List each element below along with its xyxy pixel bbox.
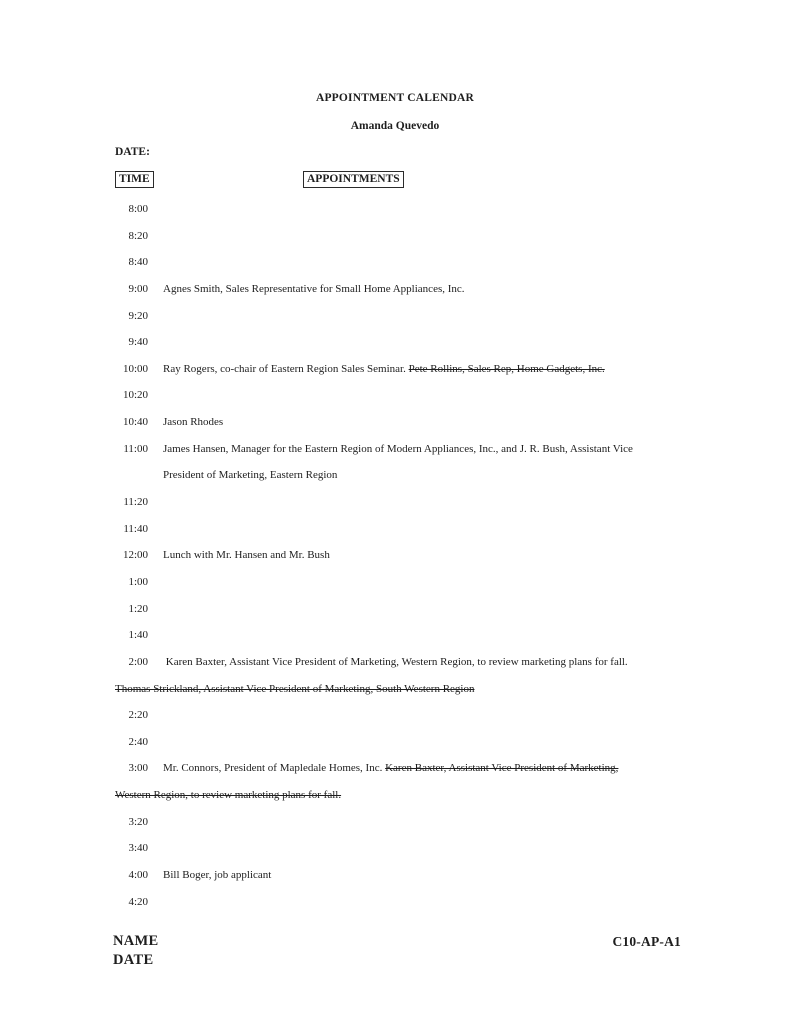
appointment-text: Karen Baxter, Assistant Vice President of Marketing, Western Region, to review marketing plans for fall.	[163, 655, 628, 668]
appointment-entry	[148, 862, 271, 889]
time-label: 1:40	[128, 629, 148, 642]
appointment-text: Ray Rogers, co-chair of Eastern Region Sales Seminar.	[163, 362, 409, 375]
appointment-entry	[148, 729, 163, 756]
time-label: 2:20	[128, 709, 148, 722]
appointment-entry	[148, 889, 163, 916]
appointment-entry	[148, 329, 163, 356]
appointment-entry	[148, 382, 163, 409]
time-label: 11:20	[123, 496, 148, 509]
appointment-entry	[148, 436, 633, 463]
appointment-continuation-line	[0, 676, 790, 703]
appointment-entry	[148, 196, 163, 223]
time-label: 2:00	[128, 655, 148, 668]
appointment-entry	[148, 755, 618, 782]
appointment-entry	[148, 516, 163, 543]
calendar-row	[0, 356, 790, 383]
document-code: C10-AP-A1	[612, 934, 681, 949]
appointment-text: President of Marketing, Eastern Region	[163, 469, 338, 482]
calendar-row	[0, 303, 790, 330]
page-title: APPOINTMENT CALENDAR	[315, 92, 475, 104]
time-label: 9:00	[128, 282, 148, 295]
appointment-entry	[148, 489, 163, 516]
calendar-row	[0, 649, 790, 676]
appointment-continuation-line	[0, 782, 790, 809]
calendar-row	[0, 702, 790, 729]
time-label: 11:40	[123, 522, 148, 535]
time-label: 9:40	[128, 336, 148, 349]
footer-date-label: DATE	[113, 952, 154, 968]
time-label: 4:00	[128, 869, 148, 882]
calendar-rows	[0, 196, 790, 915]
calendar-row	[0, 409, 790, 436]
calendar-row	[0, 276, 790, 303]
struck-appointment-text: Western Region, to review marketing plans for fall.	[115, 789, 342, 802]
appointment-text: Lunch with Mr. Hansen and Mr. Bush	[163, 549, 330, 562]
calendar-row	[0, 196, 790, 223]
appointment-text: Mr. Connors, President of Mapledale Homes, Inc.	[163, 762, 386, 775]
appointment-text: Jason Rhodes	[163, 416, 224, 429]
time-label: 8:00	[128, 203, 148, 215]
time-label: 3:40	[128, 842, 148, 855]
struck-appointment-text: Karen Baxter, Assistant Vice President of Marketing,	[385, 762, 619, 775]
calendar-row	[0, 223, 790, 250]
calendar-row	[0, 329, 790, 356]
appointment-entry	[148, 649, 628, 676]
time-label: 10:20	[122, 389, 148, 402]
calendar-row	[0, 382, 790, 409]
appointment-entry	[148, 249, 163, 276]
calendar-row	[0, 542, 790, 569]
appointment-entry	[148, 835, 163, 862]
time-label: 2:40	[128, 735, 148, 748]
time-label: 3:00	[128, 762, 148, 775]
appointment-entry	[148, 596, 163, 623]
time-label: 12:00	[122, 549, 148, 562]
date-label: DATE:	[115, 146, 150, 158]
time-column-header: TIME	[115, 171, 154, 188]
appointment-text: Bill Boger, job applicant	[163, 869, 272, 882]
appointment-entry	[148, 622, 163, 649]
time-label: 8:20	[128, 229, 148, 242]
appointment-entry	[148, 569, 163, 596]
person-name: Amanda Quevedo	[350, 120, 440, 132]
calendar-row	[0, 755, 790, 782]
time-label: 9:20	[128, 309, 148, 322]
appointments-column-header: APPOINTMENTS	[303, 171, 404, 188]
appointment-entry	[148, 303, 163, 330]
calendar-row	[0, 596, 790, 623]
calendar-row	[0, 862, 790, 889]
calendar-row	[0, 249, 790, 276]
time-label: 3:20	[128, 815, 148, 828]
time-label: 1:00	[128, 575, 148, 588]
appointment-text: James Hansen, Manager for the Eastern Region of Modern Appliances, Inc., and J. R. Bush, Assistant Vice	[163, 442, 633, 455]
time-label: 10:40	[122, 416, 148, 429]
footer-name-label: NAME	[113, 933, 159, 949]
calendar-row	[0, 489, 790, 516]
calendar-row	[0, 809, 790, 836]
column-headers	[115, 171, 790, 191]
appointment-text: Agnes Smith, Sales Representative for Small Home Appliances, Inc.	[163, 282, 465, 295]
appointment-entry	[148, 223, 163, 250]
time-label: 10:00	[122, 362, 148, 375]
appointment-entry	[148, 702, 163, 729]
appointment-entry	[148, 356, 605, 383]
calendar-row	[0, 436, 790, 463]
appointment-entry	[148, 276, 465, 303]
calendar-row	[0, 729, 790, 756]
calendar-row	[0, 622, 790, 649]
appointment-entry	[148, 809, 163, 836]
struck-appointment-text: Pete Rollins, Sales Rep, Home Gadgets, Inc.	[408, 362, 605, 375]
calendar-row	[0, 835, 790, 862]
time-label: 8:40	[128, 256, 148, 269]
calendar-row	[0, 569, 790, 596]
time-label: 11:00	[123, 442, 148, 455]
struck-appointment-text: Thomas Strickland, Assistant Vice President of Marketing, South Western Region	[115, 682, 475, 695]
time-label: 4:20	[128, 895, 148, 908]
calendar-row	[0, 889, 790, 916]
appointment-entry	[148, 409, 223, 436]
time-label: 1:20	[128, 602, 148, 615]
appointment-continuation-line	[0, 462, 790, 489]
appointment-entry	[148, 542, 330, 569]
calendar-row	[0, 516, 790, 543]
